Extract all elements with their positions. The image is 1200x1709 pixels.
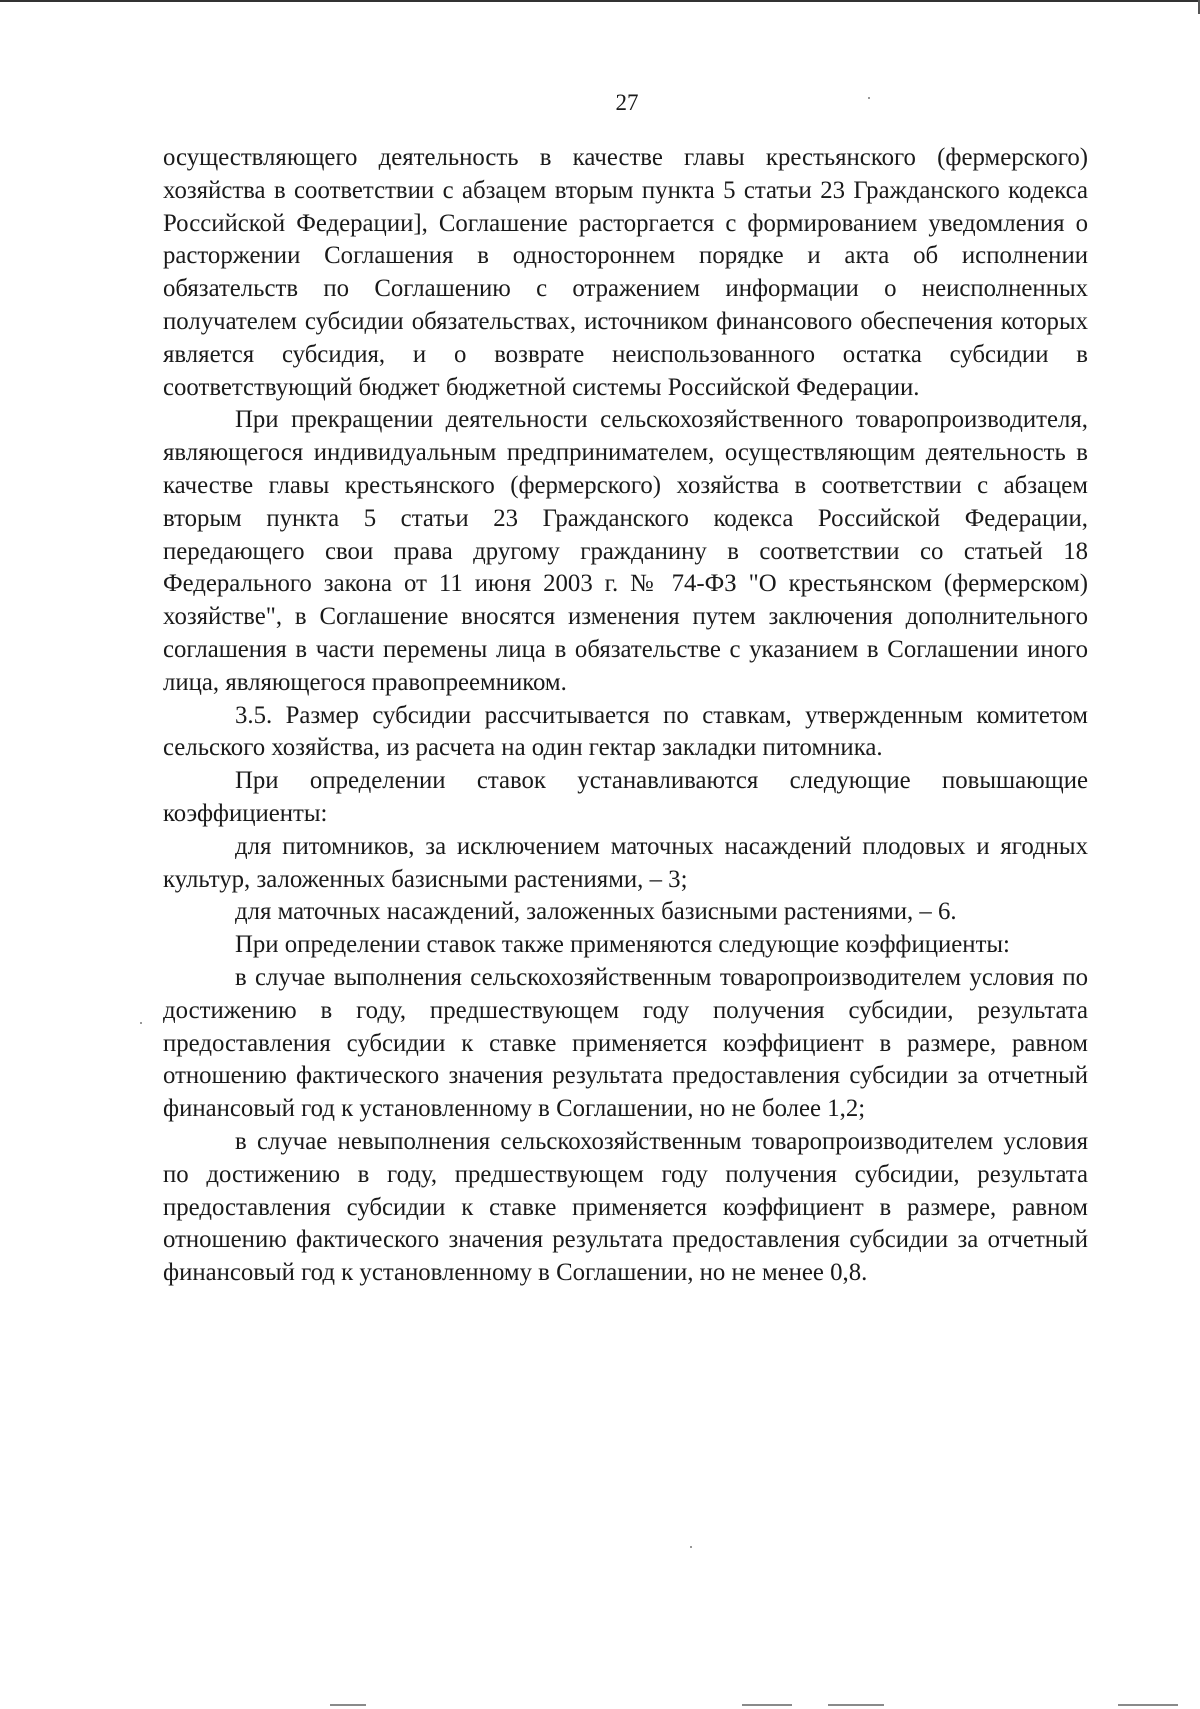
paragraph-fulfilment-coefficient: в случае выполнения сельскохозяйственным товаропроизводителем условия по достижению в году, предшествующем году получения субсидии, результата предоставления субсидии к ставке применяется коэффициент в размере, равном отношению фактического значения результата предоставления субсидии за отчетный финансовый год к установленному в Соглашении, но не более 1,2; <box>163 963 1088 1123</box>
document-body <box>163 142 1088 1290</box>
paragraph-nursery-coefficient: для питомников, за исключением маточных насаждений плодовых и ягодных культур, заложенных базисными растениями, – 3; <box>163 832 1088 893</box>
paragraph-termination-continued: осуществляющего деятельность в качестве главы крестьянского (фермерского) хозяйства в соответствии с абзацем вторым пункта 5 статьи 23 Гражданского кодекса Российской Федерации], Соглашение расторгается с формированием уведомления о расторжении Соглашения в одностороннем порядке и акта об исполнении обязательств по Соглашению с отражением информации о неисполненных получателем субсидии обязательствах, источником финансового обеспечения которых является субсидия, и о возврате неиспользованного остатка субсидии в соответствующий бюджет бюджетной системы Российской Федерации. <box>163 144 1088 401</box>
scan-speck <box>140 1022 142 1024</box>
scan-speck <box>868 97 870 99</box>
paragraph-mother-plantings-coefficient: для маточных насаждений, заложенных базисными растениями, – 6. <box>235 898 957 926</box>
page-number: 27 <box>615 90 639 115</box>
scan-bottom-mark <box>330 1704 366 1706</box>
scan-bottom-mark <box>1118 1704 1178 1706</box>
paragraph-3-5-subsidy-size: 3.5. Размер субсидии рассчитывается по ставкам, утвержденным комитетом сельского хозяйства, из расчета на один гектар закладки питомника. <box>163 701 1088 762</box>
scan-top-edge <box>0 0 1200 2</box>
paragraph-other-coefficients: При определении ставок также применяются следующие коэффициенты: <box>235 931 1010 959</box>
paragraph-increasing-coefficients: При определении ставок устанавливаются следующие повышающие коэффициенты: <box>163 767 1088 827</box>
paragraph-farm-succession: При прекращении деятельности сельскохозяйственного товаропроизводителя, являющегося индивидуальным предпринимателем, осуществляющим деятельность в качестве главы крестьянского (фермерского) хозяйства в соответствии с абзацем вторым пункта 5 статьи 23 Гражданского кодекса Российской Федерации, передающего свои права другому гражданину в соответствии со статьей 18 Федерального закона от 11 июня 2003 г. № 74-ФЗ "О крестьянском (фермерском) хозяйстве", в Соглашение вносятся изменения путем заключения дополнительного соглашения в части перемены лица в обязательстве с указанием в Соглашении иного лица, являющегося правопреемником. <box>163 406 1088 696</box>
scan-bottom-mark <box>742 1704 792 1706</box>
scan-bottom-mark <box>828 1704 884 1706</box>
paragraph-nonfulfilment-coefficient: в случае невыполнения сельскохозяйственным товаропроизводителем условия по достижению в году, предшествующем году получения субсидии, результата предоставления субсидии к ставке применяется коэффициент в размере, равном отношению фактического значения результата предоставления субсидии за отчетный финансовый год к установленному в Соглашении, но не менее 0,8. <box>163 1127 1088 1287</box>
scan-speck <box>690 1546 692 1548</box>
